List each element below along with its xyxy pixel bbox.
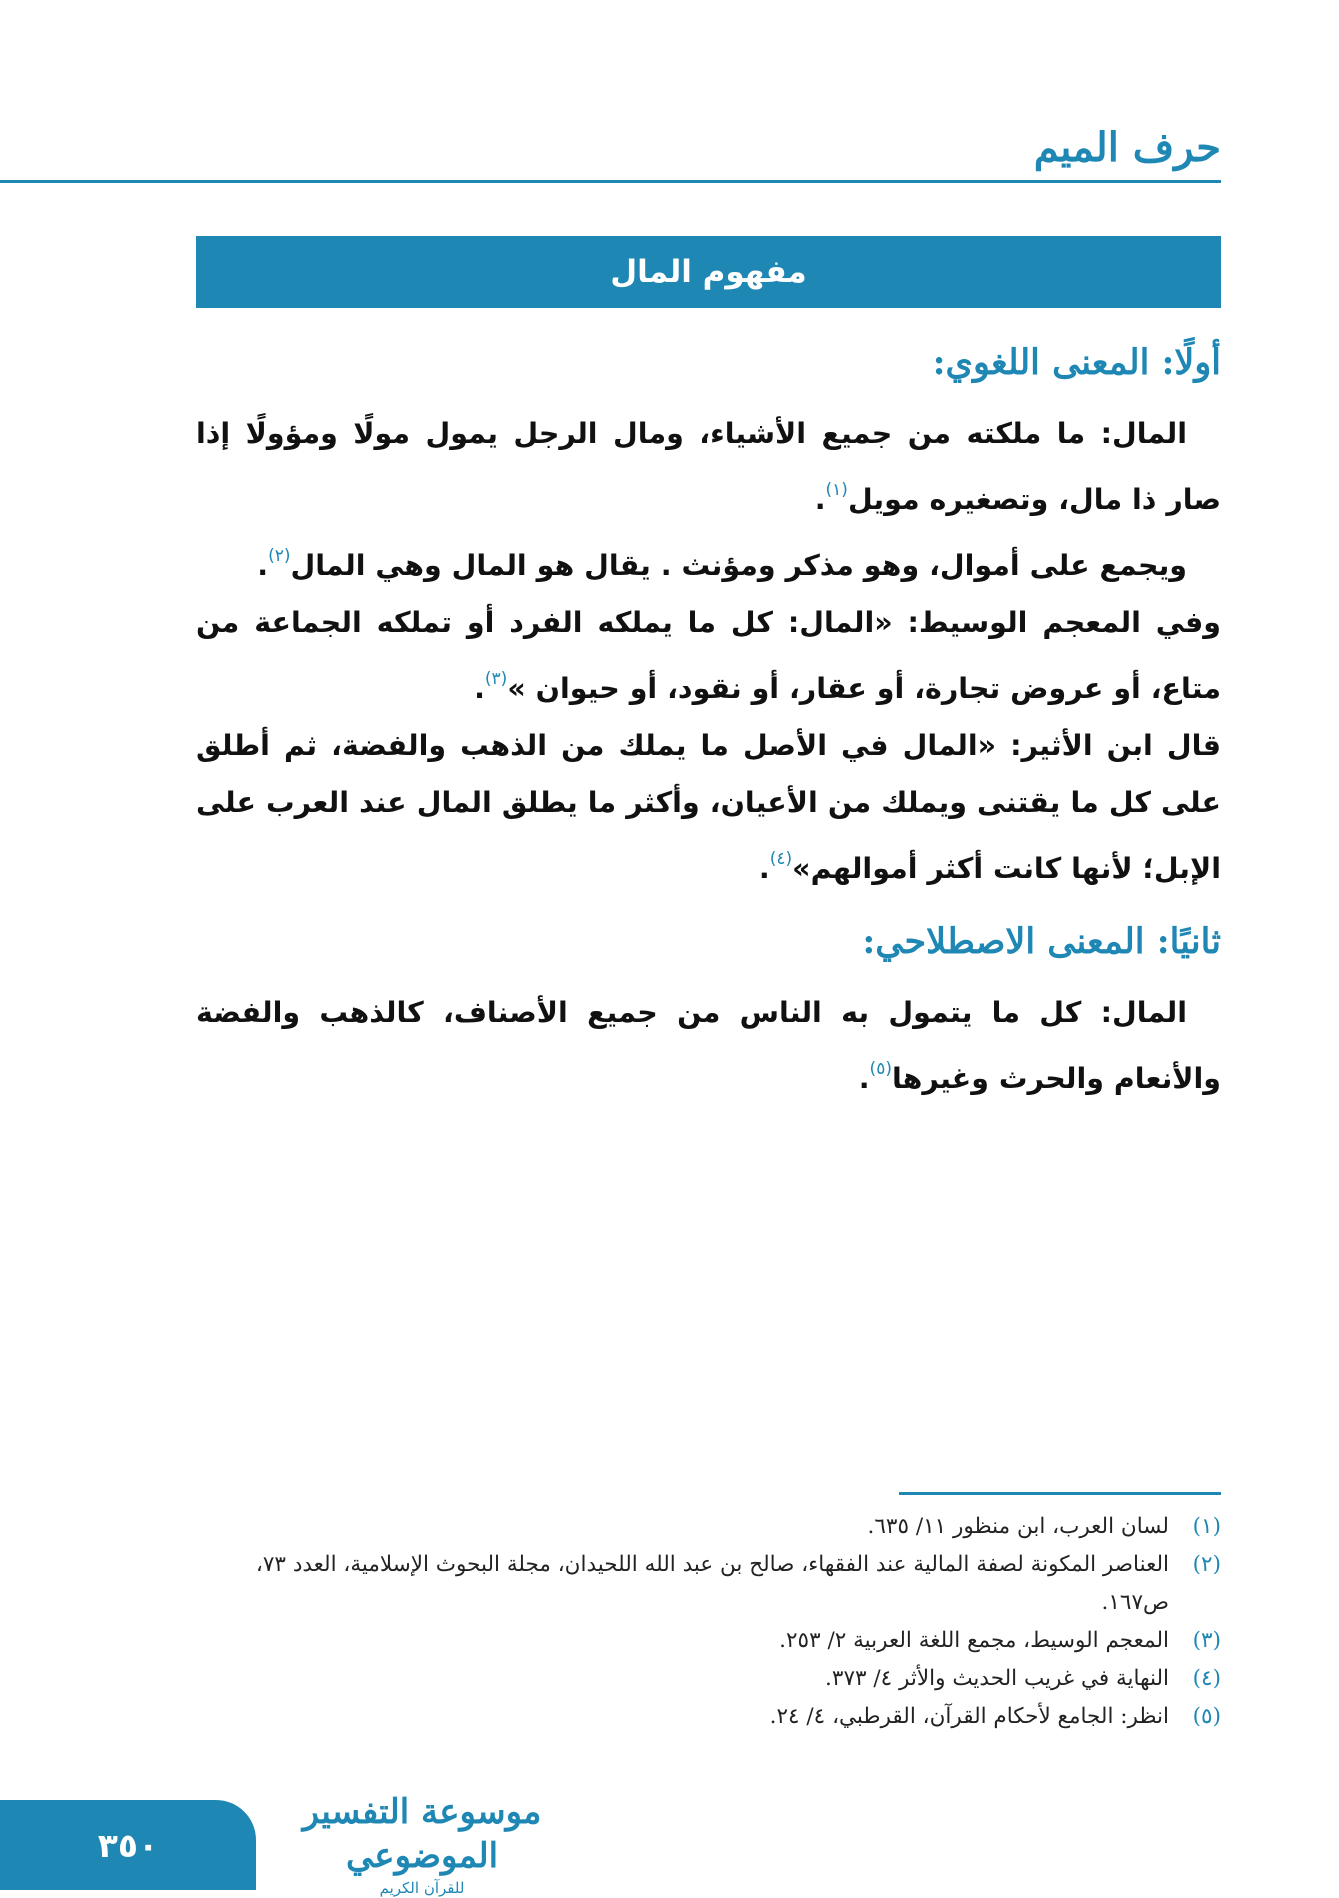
footnote-item [196, 1660, 1221, 1698]
paragraph [196, 594, 1221, 717]
paragraph [196, 405, 1221, 528]
footnote-ref[interactable]: (٤) [769, 849, 793, 869]
section-banner [196, 236, 1221, 308]
footnote-text: انظر: الجامع لأحكام القرآن، القرطبي، ٤/ ٢٤. [769, 1704, 1169, 1729]
footnotes-list [196, 1508, 1221, 1736]
paragraph-text: قال ابن الأثير: «المال في الأصل ما يملك من الذهب والفضة، ثم أطلق على كل ما يقتنى ويملك من الأعيان، وأكثر ما يطلق المال عند العرب على الإبل؛ لأنها كانت أكثر أموالهم» [196, 729, 1221, 885]
paragraph-text: المال: كل ما يتمول به الناس من جميع الأصناف، كالذهب والفضة والأنعام والحرث وغيرها [196, 996, 1221, 1095]
paragraph-end: . [814, 483, 826, 516]
footnote-ref[interactable]: (٣) [484, 669, 508, 689]
footnote-number: (٥) [1192, 1704, 1221, 1729]
heading-technical: ثانيًا: المعنى الاصطلاحي: [862, 921, 1221, 962]
footnote-text: العناصر المكونة لصفة المالية عند الفقهاء، صالح بن عبد الله اللحيدان، مجلة البحوث الإسلامية، العدد ٧٣، ص١٦٧. [255, 1552, 1169, 1615]
footnote-number: (٣) [1192, 1628, 1221, 1653]
footnote-text: المعجم الوسيط، مجمع اللغة العربية ٢/ ٢٥٣. [779, 1628, 1169, 1653]
footnote-item [196, 1698, 1221, 1736]
chapter-title: حرف الميم [1033, 124, 1221, 171]
heading-linguistic: أولًا: المعنى اللغوي: [932, 342, 1221, 383]
footnote-text: لسان العرب، ابن منظور ١١/ ٦٣٥. [867, 1514, 1169, 1539]
encyclopedia-logo [272, 1790, 572, 1897]
footnote-item [196, 1508, 1221, 1546]
footnote-item [196, 1622, 1221, 1660]
logo-title: موسوعة التفسير الموضوعي [302, 1792, 542, 1876]
paragraph-text: وفي المعجم الوسيط: «المال: كل ما يملكه الفرد أو تملكه الجماعة من متاع، أو عروض تجارة، أو عقار، أو نقود، أو حيوان » [196, 606, 1221, 705]
footnote-number: (٢) [1192, 1552, 1221, 1577]
paragraph [196, 984, 1221, 1107]
footnote-item [196, 1546, 1221, 1622]
paragraph-text: ويجمع على أموال، وهو مذكر ومؤنث . يقال هو المال وهي المال [290, 549, 1187, 582]
paragraph-end: . [858, 1062, 870, 1095]
logo-subtitle: للقرآن الكريم [379, 1879, 465, 1897]
footnote-ref[interactable]: (٥) [869, 1059, 892, 1079]
banner-title: مفهوم المال [610, 254, 807, 290]
page-number: ٣٥٠ [97, 1825, 159, 1865]
paragraph [196, 528, 1221, 594]
paragraph-end: . [758, 852, 770, 885]
paragraph [196, 717, 1221, 897]
paragraph-text: المال: ما ملكته من جميع الأشياء، ومال الرجل يمول مولًا ومؤولًا إذا صار ذا مال، وتصغيره مويل [196, 417, 1221, 516]
paragraph-end: . [474, 672, 485, 705]
footnote-number: (١) [1192, 1514, 1221, 1539]
footnote-ref[interactable]: (١) [825, 480, 848, 500]
header-divider [0, 180, 1221, 183]
main-content [196, 338, 1221, 1107]
paragraph-end: . [257, 549, 269, 582]
footnote-text: النهاية في غريب الحديث والأثر ٤/ ٣٧٣. [825, 1666, 1169, 1691]
page-number-tab [0, 1800, 256, 1890]
footnote-ref[interactable]: (٢) [268, 546, 291, 566]
footnotes-divider [899, 1492, 1221, 1495]
footnote-number: (٤) [1192, 1666, 1221, 1691]
